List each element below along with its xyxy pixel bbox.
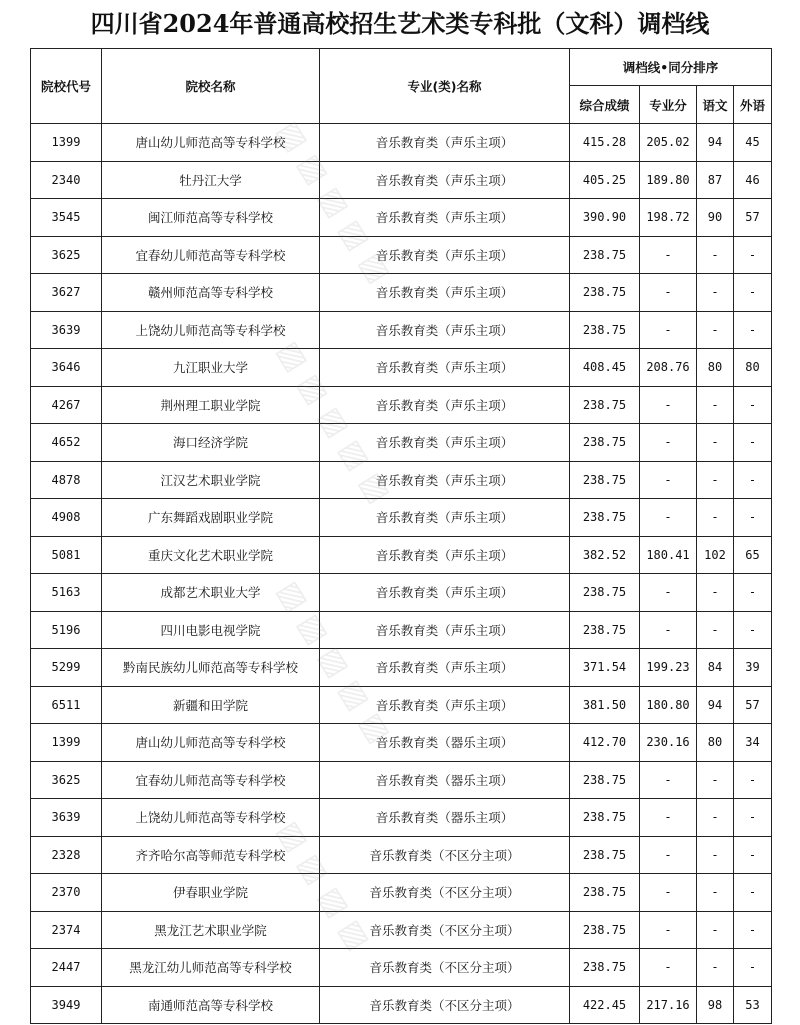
cell-chinese: 94 <box>697 124 734 162</box>
table-row <box>31 424 772 462</box>
cell-code: 1399 <box>31 124 102 162</box>
cell-major-score: 205.02 <box>640 124 697 162</box>
admission-score-table <box>30 48 772 1024</box>
cell-code: 3625 <box>31 236 102 274</box>
table-row <box>31 124 772 162</box>
cell-code: 5081 <box>31 536 102 574</box>
cell-chinese: - <box>697 499 734 537</box>
cell-chinese: - <box>697 311 734 349</box>
cell-school: 上饶幼儿师范高等专科学校 <box>102 311 320 349</box>
table-row <box>31 311 772 349</box>
cell-foreign: - <box>734 311 772 349</box>
table-row <box>31 986 772 1024</box>
cell-foreign: 45 <box>734 124 772 162</box>
cell-major-score: - <box>640 574 697 612</box>
cell-major-score: - <box>640 761 697 799</box>
cell-major-score: - <box>640 911 697 949</box>
cell-foreign: - <box>734 949 772 987</box>
cell-chinese: - <box>697 799 734 837</box>
cell-school: 赣州师范高等专科学校 <box>102 274 320 312</box>
cell-major-score: - <box>640 949 697 987</box>
watermark: ▨ ▨ ▨ ▨ ▨ ▨ ▨ ▨ ▨ ▨ ▨ ▨ ▨ ▨ ▨ ▨ ▨ ▨ ▨ <box>270 115 398 957</box>
cell-major-score: 230.16 <box>640 724 697 762</box>
cell-foreign: - <box>734 874 772 912</box>
cell-foreign: - <box>734 911 772 949</box>
cell-school: 海口经济学院 <box>102 424 320 462</box>
cell-code: 3627 <box>31 274 102 312</box>
cell-total: 422.45 <box>570 986 640 1024</box>
cell-code: 5196 <box>31 611 102 649</box>
cell-foreign: 46 <box>734 161 772 199</box>
cell-foreign: - <box>734 799 772 837</box>
cell-chinese: - <box>697 911 734 949</box>
cell-chinese: 90 <box>697 199 734 237</box>
table-row <box>31 949 772 987</box>
cell-total: 238.75 <box>570 611 640 649</box>
table-row <box>31 574 772 612</box>
cell-total: 238.75 <box>570 311 640 349</box>
table-row <box>31 724 772 762</box>
table-row <box>31 274 772 312</box>
table-row <box>31 799 772 837</box>
cell-chinese: - <box>697 874 734 912</box>
cell-major-score: - <box>640 836 697 874</box>
cell-code: 2374 <box>31 911 102 949</box>
cell-school: 四川电影电视学院 <box>102 611 320 649</box>
cell-chinese: - <box>697 424 734 462</box>
cell-school: 南通师范高等专科学校 <box>102 986 320 1024</box>
cell-total: 412.70 <box>570 724 640 762</box>
cell-foreign: - <box>734 611 772 649</box>
cell-major: 音乐教育类（声乐主项） <box>320 349 570 387</box>
table-row <box>31 386 772 424</box>
cell-total: 238.75 <box>570 236 640 274</box>
cell-chinese: 80 <box>697 724 734 762</box>
cell-chinese: 98 <box>697 986 734 1024</box>
table-row <box>31 536 772 574</box>
cell-major: 音乐教育类（不区分主项） <box>320 911 570 949</box>
cell-major: 音乐教育类（声乐主项） <box>320 536 570 574</box>
cell-school: 伊春职业学院 <box>102 874 320 912</box>
table-row <box>31 461 772 499</box>
cell-school: 江汉艺术职业学院 <box>102 461 320 499</box>
cell-major-score: 180.80 <box>640 686 697 724</box>
cell-major: 音乐教育类（声乐主项） <box>320 461 570 499</box>
cell-school: 荆州理工职业学院 <box>102 386 320 424</box>
cell-school: 九江职业大学 <box>102 349 320 387</box>
header-code: 院校代号 <box>31 49 102 124</box>
cell-chinese: - <box>697 761 734 799</box>
cell-major: 音乐教育类（不区分主项） <box>320 986 570 1024</box>
cell-school: 宜春幼儿师范高等专科学校 <box>102 236 320 274</box>
cell-total: 238.75 <box>570 274 640 312</box>
cell-foreign: 34 <box>734 724 772 762</box>
cell-school: 唐山幼儿师范高等专科学校 <box>102 724 320 762</box>
cell-total: 238.75 <box>570 761 640 799</box>
cell-code: 5163 <box>31 574 102 612</box>
cell-code: 2447 <box>31 949 102 987</box>
cell-code: 4267 <box>31 386 102 424</box>
cell-chinese: - <box>697 574 734 612</box>
cell-major-score: - <box>640 386 697 424</box>
cell-major: 音乐教育类（声乐主项） <box>320 236 570 274</box>
cell-foreign: - <box>734 274 772 312</box>
cell-code: 4652 <box>31 424 102 462</box>
header-major: 专业(类)名称 <box>320 49 570 124</box>
cell-code: 3545 <box>31 199 102 237</box>
cell-major: 音乐教育类（声乐主项） <box>320 649 570 687</box>
cell-total: 238.75 <box>570 386 640 424</box>
cell-major: 音乐教育类（不区分主项） <box>320 874 570 912</box>
cell-school: 宜春幼儿师范高等专科学校 <box>102 761 320 799</box>
cell-foreign: - <box>734 236 772 274</box>
cell-code: 2370 <box>31 874 102 912</box>
cell-foreign: - <box>734 574 772 612</box>
cell-major: 音乐教育类（声乐主项） <box>320 424 570 462</box>
cell-major-score: 180.41 <box>640 536 697 574</box>
cell-major-score: - <box>640 874 697 912</box>
cell-major: 音乐教育类（声乐主项） <box>320 611 570 649</box>
cell-chinese: - <box>697 236 734 274</box>
cell-foreign: - <box>734 499 772 537</box>
table-row <box>31 761 772 799</box>
cell-chinese: 84 <box>697 649 734 687</box>
cell-school: 新疆和田学院 <box>102 686 320 724</box>
header-total: 综合成绩 <box>570 86 640 124</box>
table-body <box>31 124 772 1024</box>
cell-major-score: - <box>640 424 697 462</box>
cell-major: 音乐教育类（声乐主项） <box>320 386 570 424</box>
cell-major: 音乐教育类（声乐主项） <box>320 686 570 724</box>
header-major-score: 专业分 <box>640 86 697 124</box>
cell-chinese: 80 <box>697 349 734 387</box>
cell-major-score: 189.80 <box>640 161 697 199</box>
table-row <box>31 499 772 537</box>
cell-total: 238.75 <box>570 424 640 462</box>
cell-major-score: - <box>640 461 697 499</box>
cell-major-score: - <box>640 274 697 312</box>
cell-major-score: - <box>640 311 697 349</box>
cell-total: 405.25 <box>570 161 640 199</box>
cell-major: 音乐教育类（器乐主项） <box>320 724 570 762</box>
cell-major: 音乐教育类（声乐主项） <box>320 574 570 612</box>
cell-major: 音乐教育类（不区分主项） <box>320 836 570 874</box>
cell-total: 238.75 <box>570 911 640 949</box>
cell-foreign: - <box>734 461 772 499</box>
cell-major: 音乐教育类（声乐主项） <box>320 311 570 349</box>
cell-chinese: - <box>697 836 734 874</box>
cell-code: 5299 <box>31 649 102 687</box>
cell-foreign: - <box>734 836 772 874</box>
cell-foreign: 39 <box>734 649 772 687</box>
table-row <box>31 199 772 237</box>
table-row <box>31 911 772 949</box>
cell-major: 音乐教育类（声乐主项） <box>320 274 570 312</box>
cell-major: 音乐教育类（不区分主项） <box>320 949 570 987</box>
cell-total: 238.75 <box>570 836 640 874</box>
cell-foreign: - <box>734 386 772 424</box>
cell-total: 238.75 <box>570 874 640 912</box>
cell-school: 齐齐哈尔高等师范专科学校 <box>102 836 320 874</box>
cell-total: 238.75 <box>570 461 640 499</box>
cell-school: 闽江师范高等专科学校 <box>102 199 320 237</box>
cell-school: 黑龙江艺术职业学院 <box>102 911 320 949</box>
cell-major: 音乐教育类（声乐主项） <box>320 499 570 537</box>
header-chinese: 语文 <box>697 86 734 124</box>
table-row <box>31 349 772 387</box>
document-title: 四川省2024年普通高校招生艺术类专科批（文科）调档线 <box>90 9 710 38</box>
header-foreign: 外语 <box>734 86 772 124</box>
cell-major: 音乐教育类（声乐主项） <box>320 199 570 237</box>
cell-total: 381.50 <box>570 686 640 724</box>
header-group: 调档线•同分排序 <box>570 49 772 86</box>
cell-foreign: 53 <box>734 986 772 1024</box>
cell-major: 音乐教育类（器乐主项） <box>320 799 570 837</box>
cell-total: 238.75 <box>570 799 640 837</box>
cell-chinese: 94 <box>697 686 734 724</box>
cell-school: 唐山幼儿师范高等专科学校 <box>102 124 320 162</box>
cell-code: 4908 <box>31 499 102 537</box>
cell-major-score: 208.76 <box>640 349 697 387</box>
cell-major: 音乐教育类（声乐主项） <box>320 161 570 199</box>
cell-total: 408.45 <box>570 349 640 387</box>
cell-foreign: - <box>734 761 772 799</box>
cell-major: 音乐教育类（声乐主项） <box>320 124 570 162</box>
cell-school: 黔南民族幼儿师范高等专科学校 <box>102 649 320 687</box>
cell-major-score: - <box>640 236 697 274</box>
cell-code: 3625 <box>31 761 102 799</box>
cell-foreign: 65 <box>734 536 772 574</box>
cell-code: 2328 <box>31 836 102 874</box>
cell-major-score: - <box>640 611 697 649</box>
cell-total: 238.75 <box>570 574 640 612</box>
cell-code: 2340 <box>31 161 102 199</box>
cell-total: 238.75 <box>570 949 640 987</box>
cell-total: 238.75 <box>570 499 640 537</box>
cell-major-score: 199.23 <box>640 649 697 687</box>
cell-code: 3646 <box>31 349 102 387</box>
cell-code: 1399 <box>31 724 102 762</box>
table-row <box>31 649 772 687</box>
cell-foreign: - <box>734 424 772 462</box>
cell-total: 415.28 <box>570 124 640 162</box>
cell-code: 3949 <box>31 986 102 1024</box>
cell-major-score: - <box>640 499 697 537</box>
cell-chinese: 102 <box>697 536 734 574</box>
header-school: 院校名称 <box>102 49 320 124</box>
cell-code: 4878 <box>31 461 102 499</box>
cell-major-score: 217.16 <box>640 986 697 1024</box>
cell-chinese: 87 <box>697 161 734 199</box>
table-row <box>31 836 772 874</box>
cell-school: 广东舞蹈戏剧职业学院 <box>102 499 320 537</box>
table-row <box>31 874 772 912</box>
cell-code: 3639 <box>31 799 102 837</box>
cell-chinese: - <box>697 274 734 312</box>
table-row <box>31 686 772 724</box>
cell-foreign: 80 <box>734 349 772 387</box>
cell-school: 重庆文化艺术职业学院 <box>102 536 320 574</box>
cell-major-score: - <box>640 799 697 837</box>
cell-foreign: 57 <box>734 199 772 237</box>
cell-major: 音乐教育类（器乐主项） <box>320 761 570 799</box>
cell-chinese: - <box>697 611 734 649</box>
cell-total: 371.54 <box>570 649 640 687</box>
cell-code: 3639 <box>31 311 102 349</box>
cell-school: 上饶幼儿师范高等专科学校 <box>102 799 320 837</box>
cell-school: 牡丹江大学 <box>102 161 320 199</box>
cell-chinese: - <box>697 386 734 424</box>
table-row <box>31 611 772 649</box>
cell-chinese: - <box>697 461 734 499</box>
table-row <box>31 236 772 274</box>
cell-school: 黑龙江幼儿师范高等专科学校 <box>102 949 320 987</box>
cell-total: 390.90 <box>570 199 640 237</box>
cell-school: 成都艺术职业大学 <box>102 574 320 612</box>
cell-foreign: 57 <box>734 686 772 724</box>
cell-major-score: 198.72 <box>640 199 697 237</box>
cell-total: 382.52 <box>570 536 640 574</box>
cell-code: 6511 <box>31 686 102 724</box>
table-row <box>31 161 772 199</box>
cell-chinese: - <box>697 949 734 987</box>
